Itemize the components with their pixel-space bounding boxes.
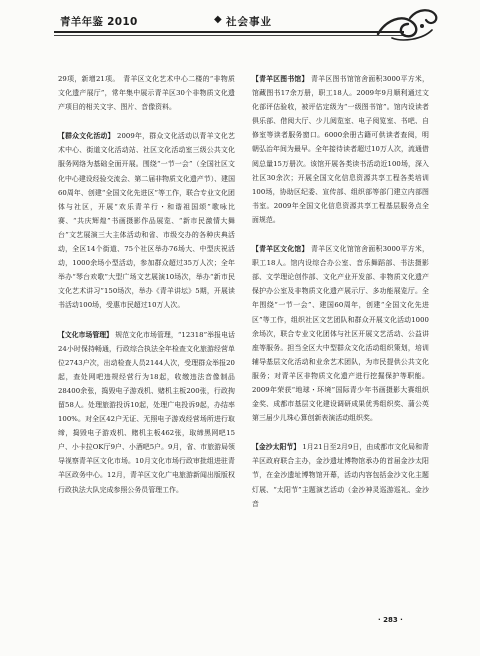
- mass-culture-heading: 【群众文化活动】: [58, 132, 115, 141]
- page-number: · 283 ·: [378, 616, 403, 624]
- mass-culture-body: 2009年，群众文化活动以青羊文化艺术中心、街道文化活动站、社区文化活动室三级公共文化服务网络为基础全面开展。围绕“一节一会”（全国社区文化中心建设经验交流会、第二届非物质文化遗产节）、建国60周年、创建“全国文化先进区”等工作，联合专业文化团体与社区，开展“欢乐青羊行・和谐祖国颂”歌咏比赛、“共庆辉煌”书画摄影作品展览、“新市民激情大舞台”文艺展演三大主体活动和省、市级交办的各种庆典活动，全区14个街道、75个社区举办76场大、中型庆祝活动，1000余场小型活动，参加群众超过35万人次；全年举办“琴台欢歌”大型广场文艺展演10场次，举办“新市民文化艺术讲习”150场次，举办《青羊讲坛》5期，开展读书活动100场，受惠市民超过10万人次。: [58, 132, 236, 310]
- market-mgmt-body: 规范文化市场管理，“12318”举报电话24小时保持畅通，行政综合执法全年检查文化旅游经营单位2743户次，出动检查人员2144人次，受理群众举报20起，查处网吧违规经营行为18起，收缴违法音像制品28400余张，捣毁电子游戏机、赌机主板200张，行政拘留58人。处理旅游投诉10起，处理广电投诉9起，办结率100%。对全区42户无证、无照电子游戏经营场所进行取缔，捣毁电子游戏机、赌机主板462张，取缔黑网吧15户、小卡拉OK厅9户、小酒吧5户。9月，省、市旅游局领导视察青羊区文化市场。10月文化市场行政审批组进驻青羊区政务中心。12月，青羊区文化广电旅游新闻出版版权行政执法大队完成参照公务员管理工作。: [58, 330, 235, 494]
- culture-center-body: 青羊区文化馆馆舍面积3000平方米，职工18人。馆内设综合办公室、音乐舞蹈部、书法摄影部、文学理论创作部、文化产业开发部、非物质文化遗产保护办公室及非物质文化遗产展示厅、多功能展览厅。全年围绕“一节一会”、建国60周年，创建“全国文化先进区”等工作，组织社区文艺团队和群众开展文化活动1000余场次，联合专业文化团体与社区开展文艺活动、公益讲座等服务。担当全区大中型群众文化活动组织策划，培训辅导基层文化活动和业余艺术团队，为市民提供公共文化服务；对青羊区非物质文化遗产进行挖掘保护等职能。2009年荣获“地球・环境”国际青少年书画摄影大赛组织金奖、成都市基层文化建设调研成果优秀组织奖、蒲公英第三届少儿珠心算创新表演活动组织奖。: [252, 245, 430, 423]
- jinsha-entry: [252, 440, 429, 510]
- library-heading: 【青羊区图书馆】: [252, 75, 309, 83]
- yearbook-title: 青羊年鉴 2010: [60, 16, 138, 28]
- header-rule: [54, 31, 404, 33]
- market-mgmt-entry: [58, 328, 235, 497]
- culture-center-heading: 【青羊区文化馆】: [252, 245, 309, 254]
- section-title: 社会事业: [226, 16, 272, 28]
- header-separator: ◆: [214, 14, 222, 25]
- swirl-logo-icon: [372, 4, 440, 42]
- jinsha-heading: 【金沙太阳节】: [252, 443, 301, 452]
- intro-paragraph: 29项，新增21项。 青羊区文化艺术中心二楼的“非物质文化遗产展厅”，常年集中展示青羊区30个非物质文化遗产项目的相关文字、图片、音像资料。: [58, 75, 235, 112]
- page-header: [0, 0, 480, 56]
- library-body: 青羊区图书馆馆舍面积3000平方米，馆藏图书17余万册，职工18人。2009年9月顺利通过文化部评估验收，被评估定级为“一级图书馆”。馆内设读者俱乐部、借阅大厅、少儿阅览室、电子阅览室、书吧、自修室等读者服务窗口。6000余册古籍可供读者查阅，明朝弘治年间为最早。全年接待读者超过10万人次，流通借阅总量15万册次。该馆开展各类读书活动近100场，深入社区30余次；开展全国文化信息资源共享工程各类培训100场，协助区纪委、宣传部、组织部等部门建立内部图书室。2009年全国文化信息资源共享工程基层服务点全面规范。: [252, 75, 430, 224]
- left-column: [58, 72, 235, 497]
- market-mgmt-heading: 【文化市场管理】: [58, 330, 113, 339]
- culture-center-entry: [252, 242, 429, 425]
- mass-culture-entry: [58, 129, 235, 312]
- library-entry: [252, 72, 429, 227]
- right-column: [252, 72, 429, 511]
- jinsha-body: 1月21日至2月9日，由成都市文化局和青羊区政府联合主办，金沙遗址博物馆承办的首届金沙太阳节，在金沙遗址博物馆开幕，活动内容包括金沙文化主题灯展、“太阳节”主题演艺活动（金沙神灵巡游巡礼、金沙音: [252, 443, 429, 508]
- header-rule-thin: [54, 35, 404, 36]
